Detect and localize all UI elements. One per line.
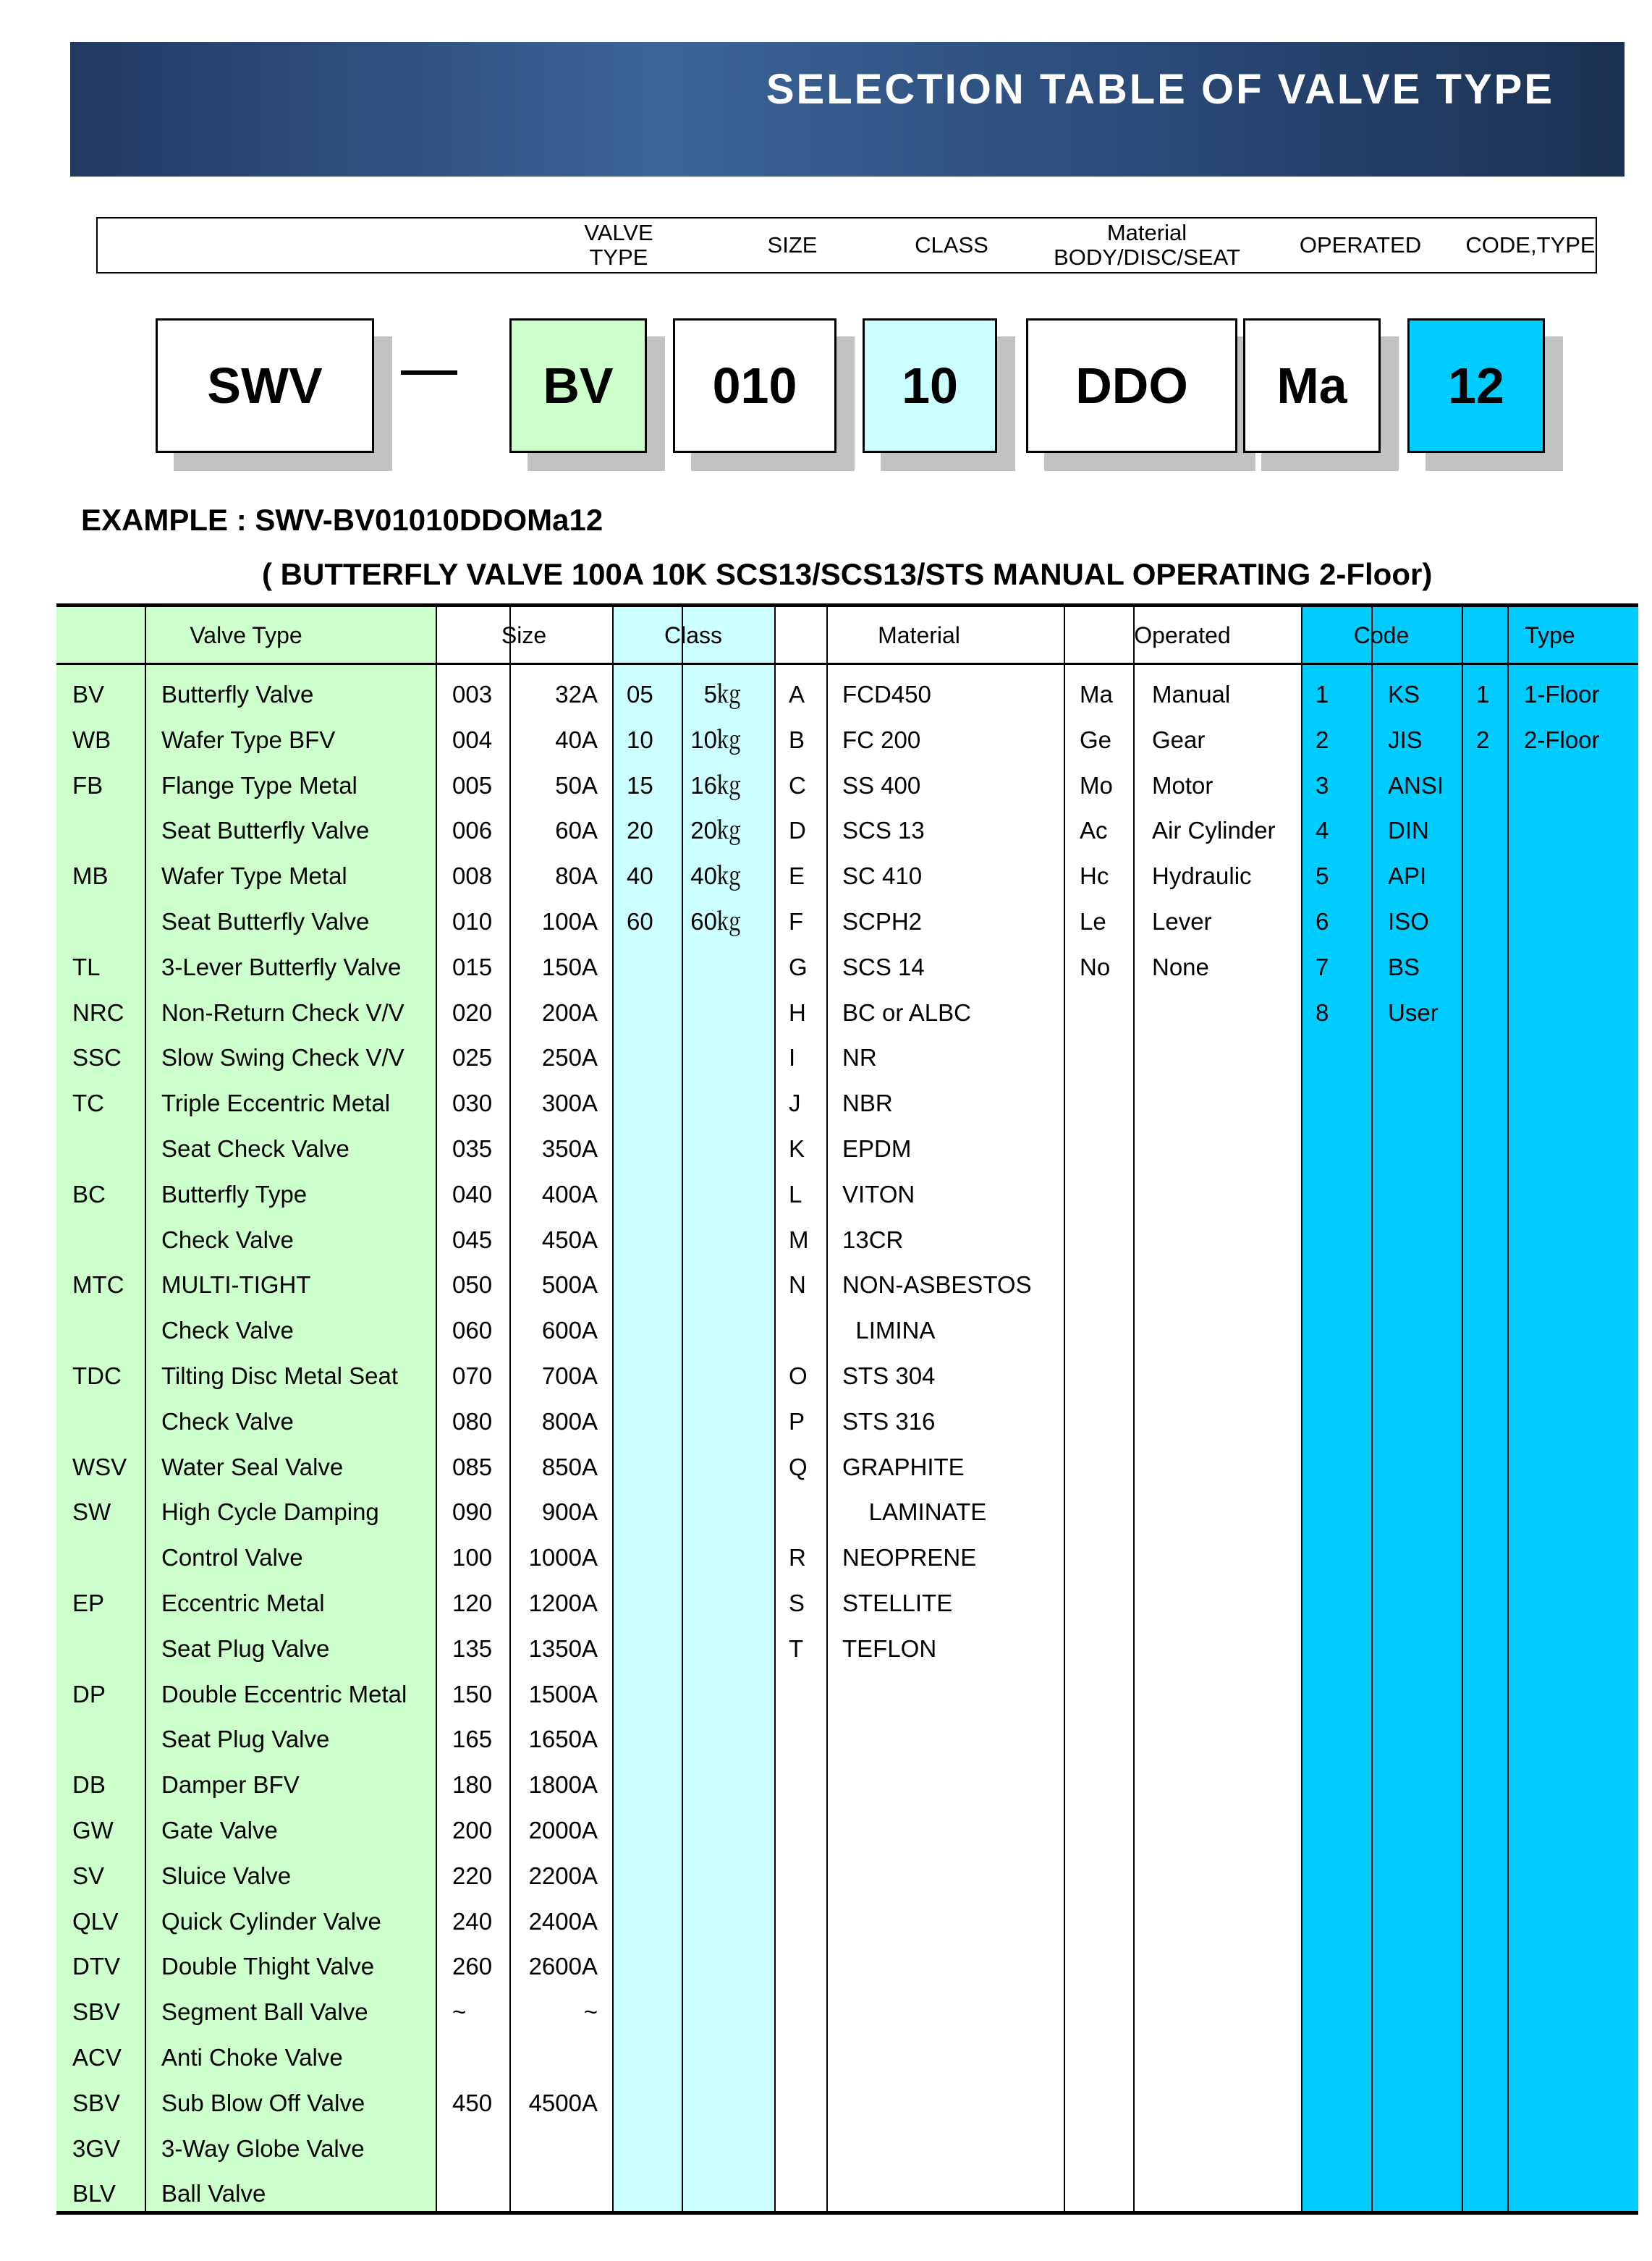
material-label: EPDM — [842, 1135, 912, 1162]
valve-type-code: DTV — [72, 1953, 120, 1980]
material-label: LAMINATE — [842, 1498, 987, 1526]
class-code: 60 — [627, 908, 653, 935]
material-label: TEFLON — [842, 1634, 937, 1662]
class-label: 40㎏ — [690, 862, 741, 890]
table-column-divider — [1133, 606, 1135, 2214]
code-label: BS — [1388, 953, 1420, 980]
example-description: ( BUTTERFLY VALVE 100A 10K SCS13/SCS13/STS MANUAL OPERATING 2-Floor) — [262, 557, 1433, 591]
table-column-divider — [826, 606, 828, 2214]
material-label: SS 400 — [842, 771, 921, 799]
material-code: I — [789, 1044, 796, 1072]
valve-type-code: TL — [72, 953, 101, 980]
valve-type-code: EP — [72, 1590, 105, 1616]
material-label: STELLITE — [842, 1590, 953, 1616]
material-label: GRAPHITE — [842, 1453, 965, 1480]
valve-type-label: Double Eccentric Metal — [161, 1680, 407, 1708]
table-column-divider — [1301, 606, 1302, 2214]
class-code: 05 — [627, 681, 653, 708]
material-code: B — [789, 726, 805, 753]
material-label: SC 410 — [842, 862, 923, 890]
operated-code: Le — [1080, 908, 1106, 935]
size-label: 1000A — [528, 1544, 598, 1571]
operated-label: Hydraulic — [1152, 862, 1252, 890]
valve-type-code: 3GV — [72, 2134, 121, 2162]
class-label: 10㎏ — [690, 726, 741, 753]
size-label: 2600A — [528, 1953, 598, 1980]
legend-size: SIZE — [767, 232, 818, 258]
page-title: SELECTION TABLE OF VALVE TYPE — [766, 66, 1554, 113]
valve-type-code: NRC — [72, 998, 124, 1026]
material-code: K — [789, 1135, 805, 1162]
class-code: 15 — [627, 771, 653, 799]
size-code: 180 — [452, 1771, 493, 1799]
operated-code: Ge — [1080, 726, 1112, 753]
valve-type-label: Butterfly Valve — [161, 681, 314, 708]
table-bottom-rule — [56, 2211, 1638, 2215]
valve-type-label: Seat Plug Valve — [161, 1634, 330, 1662]
type-code: 2 — [1476, 726, 1490, 753]
material-code: D — [789, 817, 806, 844]
valve-type-code: SV — [72, 1862, 105, 1889]
valve-type-label: Seat Butterfly Valve — [161, 908, 370, 935]
size-code: 240 — [452, 1907, 493, 1935]
operated-code: No — [1080, 953, 1111, 980]
valve-type-label: Butterfly Type — [161, 1180, 308, 1208]
size-label: 100A — [541, 908, 598, 935]
valve-type-code: SSC — [72, 1044, 122, 1072]
valve-type-label: 3-Lever Butterfly Valve — [161, 953, 402, 980]
valve-type-label: Sluice Valve — [161, 1862, 292, 1889]
table-column-divider — [1507, 606, 1509, 2214]
code-code: 8 — [1316, 998, 1329, 1026]
size-label: 40A — [555, 726, 598, 753]
size-label: 4500A — [528, 2089, 598, 2116]
valve-type-code: TC — [72, 1090, 104, 1117]
valve-type-label: Eccentric Metal — [161, 1590, 325, 1616]
material-code: G — [789, 953, 808, 980]
size-code: 200 — [452, 1817, 493, 1844]
type-label: 1-Floor — [1524, 681, 1600, 708]
code-type-column-bg — [1301, 606, 1638, 2214]
valve-type-label: Flange Type Metal — [161, 771, 357, 799]
type-label: 2-Floor — [1524, 726, 1600, 753]
code-code: 5 — [1316, 862, 1329, 890]
size-label: 1200A — [528, 1590, 598, 1616]
code-label: JIS — [1388, 726, 1423, 753]
table-column-divider — [436, 606, 437, 2214]
material-label: NR — [842, 1044, 877, 1072]
size-code: 220 — [452, 1862, 493, 1889]
code-code: 2 — [1316, 726, 1329, 753]
size-label: 80A — [555, 862, 598, 890]
code-code: 4 — [1316, 817, 1329, 844]
valve-type-label: Check Valve — [161, 1226, 294, 1253]
valve-type-label: Quick Cylinder Valve — [161, 1907, 381, 1935]
material-label: NBR — [842, 1090, 893, 1117]
size-code: 004 — [452, 726, 493, 753]
code-label: ISO — [1388, 908, 1429, 935]
header-operated: Operated — [1134, 622, 1231, 648]
material-label: FCD450 — [842, 681, 931, 708]
size-code: ~ — [452, 1998, 467, 2026]
legend-operated: OPERATED — [1299, 232, 1422, 258]
valve-type-label: Anti Choke Valve — [161, 2044, 343, 2071]
material-code: S — [789, 1590, 805, 1616]
code-box-operated: Ma — [1243, 318, 1381, 453]
material-label: NON-ASBESTOS — [842, 1271, 1032, 1299]
size-code: 045 — [452, 1226, 493, 1253]
legend-material: Material BODY/DISC/SEAT — [1054, 220, 1240, 270]
size-label: 300A — [541, 1090, 598, 1117]
material-label: 13CR — [842, 1226, 904, 1253]
code-code: 7 — [1316, 953, 1329, 980]
valve-type-label: Check Valve — [161, 1317, 294, 1344]
code-label: KS — [1388, 681, 1420, 708]
size-code: 003 — [452, 681, 493, 708]
code-box-code-type: 12 — [1407, 318, 1545, 453]
valve-type-label: Control Valve — [161, 1544, 303, 1571]
class-label: 60㎏ — [690, 908, 741, 935]
valve-type-code: BV — [72, 681, 105, 708]
operated-code: Ac — [1080, 817, 1108, 844]
size-code: 040 — [452, 1180, 493, 1208]
class-label: 5㎏ — [703, 681, 741, 708]
material-code: M — [789, 1226, 809, 1253]
operated-label: None — [1152, 953, 1209, 980]
material-code: A — [789, 681, 805, 708]
valve-type-label: Tilting Disc Metal Seat — [161, 1362, 399, 1389]
table-column-divider — [1462, 606, 1463, 2214]
size-code: 050 — [452, 1271, 493, 1299]
code-box-valve-type: BV — [509, 318, 647, 453]
valve-type-code: SBV — [72, 1998, 121, 2026]
material-code: J — [789, 1090, 801, 1117]
material-label: VITON — [842, 1180, 915, 1208]
example-code: EXAMPLE : SWV-BV01010DDOMa12 — [81, 503, 603, 537]
size-label: 400A — [541, 1180, 598, 1208]
valve-type-label: Slow Swing Check V/V — [161, 1044, 404, 1072]
valve-type-label: MULTI-TIGHT — [161, 1271, 311, 1299]
header-size: Size — [501, 622, 547, 648]
size-label: 850A — [541, 1453, 598, 1480]
valve-type-label: Water Seal Valve — [161, 1453, 344, 1480]
size-label: 50A — [555, 771, 598, 799]
valve-type-label: Segment Ball Valve — [161, 1998, 368, 2026]
code-label: User — [1388, 998, 1439, 1026]
size-label: 1800A — [528, 1771, 598, 1799]
size-label: 1350A — [528, 1634, 598, 1662]
valve-type-code: FB — [72, 771, 103, 799]
size-label: 1650A — [528, 1726, 598, 1753]
valve-type-label: Seat Check Valve — [161, 1135, 350, 1162]
table-column-divider — [682, 606, 683, 2214]
valve-type-code: DB — [72, 1771, 106, 1799]
size-label: 900A — [541, 1498, 598, 1526]
table-column-divider — [1371, 606, 1373, 2214]
class-label: 20㎏ — [690, 817, 741, 844]
legend-code-type: CODE,TYPE — [1465, 232, 1596, 258]
material-label: SCS 14 — [842, 953, 925, 980]
code-box-swv: SWV — [156, 318, 374, 453]
operated-code: Mo — [1080, 771, 1113, 799]
size-label: 500A — [541, 1271, 598, 1299]
material-code: O — [789, 1362, 808, 1389]
size-code: 100 — [452, 1544, 493, 1571]
valve-type-code: WSV — [72, 1453, 127, 1480]
operated-label: Manual — [1152, 681, 1231, 708]
code-box-class: 10 — [863, 318, 997, 453]
material-label: FC 200 — [842, 726, 921, 753]
size-code: 030 — [452, 1090, 493, 1117]
size-label: 2000A — [528, 1817, 598, 1844]
material-label: STS 304 — [842, 1362, 936, 1389]
code-legend — [96, 217, 1597, 273]
valve-type-code: ACV — [72, 2044, 122, 2071]
material-code: P — [789, 1407, 805, 1435]
table-column-divider — [612, 606, 614, 2214]
material-code: H — [789, 998, 806, 1026]
valve-type-code: BC — [72, 1180, 106, 1208]
size-code: 020 — [452, 998, 493, 1026]
valve-type-label: Gate Valve — [161, 1817, 278, 1844]
code-box-material: DDO — [1026, 318, 1237, 453]
size-label: 700A — [541, 1362, 598, 1389]
material-code: Q — [789, 1453, 808, 1480]
size-label: 2400A — [528, 1907, 598, 1935]
size-label: 250A — [541, 1044, 598, 1072]
size-code: 010 — [452, 908, 493, 935]
legend-class: CLASS — [915, 232, 988, 258]
material-label: LIMINA — [842, 1317, 936, 1344]
material-label: SCPH2 — [842, 908, 923, 935]
size-label: 60A — [555, 817, 598, 844]
valve-type-code: BLV — [72, 2180, 116, 2207]
material-label: NEOPRENE — [842, 1544, 977, 1571]
material-code: L — [789, 1180, 802, 1208]
operated-label: Motor — [1152, 771, 1213, 799]
header-type: Type — [1525, 622, 1575, 648]
size-code: 035 — [452, 1135, 493, 1162]
material-label: SCS 13 — [842, 817, 925, 844]
size-code: 450 — [452, 2089, 493, 2116]
code-code: 6 — [1316, 908, 1329, 935]
size-code: 085 — [452, 1453, 493, 1480]
size-code: 060 — [452, 1317, 493, 1344]
material-code: F — [789, 908, 804, 935]
valve-type-code: GW — [72, 1817, 114, 1844]
size-label: 150A — [541, 953, 598, 980]
valve-type-code: WB — [72, 726, 111, 753]
header-code: Code — [1353, 622, 1410, 648]
size-code: 120 — [452, 1590, 493, 1616]
operated-label: Lever — [1152, 908, 1212, 935]
code-label: DIN — [1388, 817, 1429, 844]
legend-valve-type: VALVE TYPE — [584, 220, 653, 270]
valve-type-label: Triple Eccentric Metal — [161, 1090, 391, 1117]
valve-type-code: SBV — [72, 2089, 121, 2116]
valve-type-code: QLV — [72, 1907, 119, 1935]
material-code: N — [789, 1271, 806, 1299]
code-box-size: 010 — [673, 318, 836, 453]
material-code: E — [789, 862, 805, 890]
class-column-bg — [612, 606, 774, 2214]
valve-type-code: DP — [72, 1680, 106, 1708]
operated-code: Hc — [1080, 862, 1109, 890]
valve-type-label: Sub Blow Off Valve — [161, 2089, 365, 2116]
material-label: STS 316 — [842, 1407, 936, 1435]
size-label: 2200A — [528, 1862, 598, 1889]
valve-type-label: Non-Return Check V/V — [161, 998, 404, 1026]
size-code: 165 — [452, 1726, 493, 1753]
size-code: 005 — [452, 771, 493, 799]
operated-label: Gear — [1152, 726, 1206, 753]
material-code: R — [789, 1544, 806, 1571]
valve-type-label: Wafer Type Metal — [161, 862, 347, 890]
operated-code: Ma — [1080, 681, 1113, 708]
size-code: 260 — [452, 1953, 493, 1980]
class-code: 10 — [627, 726, 653, 753]
code-code: 1 — [1316, 681, 1329, 708]
size-code: 150 — [452, 1680, 493, 1708]
valve-type-label: Double Thight Valve — [161, 1953, 375, 1980]
size-label: 200A — [541, 998, 598, 1026]
size-code: 135 — [452, 1634, 493, 1662]
code-label: ANSI — [1388, 771, 1444, 799]
valve-type-label: Damper BFV — [161, 1771, 300, 1799]
size-code: 025 — [452, 1044, 493, 1072]
valve-type-code: MB — [72, 862, 109, 890]
code-code: 3 — [1316, 771, 1329, 799]
size-label: 450A — [541, 1226, 598, 1253]
header-class: Class — [664, 622, 722, 648]
size-code: 008 — [452, 862, 493, 890]
valve-type-label: Wafer Type BFV — [161, 726, 336, 753]
material-label: BC or ALBC — [842, 998, 971, 1026]
size-code: 006 — [452, 817, 493, 844]
table-column-divider — [145, 606, 146, 2214]
table-column-divider — [1064, 606, 1065, 2214]
valve-type-code: SW — [72, 1498, 111, 1526]
size-label: 600A — [541, 1317, 598, 1344]
valve-type-label: High Cycle Damping — [161, 1498, 379, 1526]
class-code: 40 — [627, 862, 653, 890]
code-label: API — [1388, 862, 1427, 890]
valve-type-label: Seat Butterfly Valve — [161, 817, 370, 844]
type-code: 1 — [1476, 681, 1490, 708]
valve-type-code: MTC — [72, 1271, 124, 1299]
class-code: 20 — [627, 817, 653, 844]
size-label: 1500A — [528, 1680, 598, 1708]
size-code: 070 — [452, 1362, 493, 1389]
class-label: 16㎏ — [690, 771, 741, 799]
table-column-divider — [774, 606, 776, 2214]
size-code: 080 — [452, 1407, 493, 1435]
operated-label: Air Cylinder — [1152, 817, 1276, 844]
size-label: 32A — [555, 681, 598, 708]
valve-type-label: Seat Plug Valve — [161, 1726, 330, 1753]
valve-type-code: TDC — [72, 1362, 122, 1389]
size-label: 350A — [541, 1135, 598, 1162]
size-label: ~ — [583, 1998, 598, 2026]
valve-type-label: 3-Way Globe Valve — [161, 2134, 365, 2162]
valve-type-label: Ball Valve — [161, 2180, 266, 2207]
header-valve-type: Valve Type — [190, 622, 302, 648]
header-material: Material — [878, 622, 960, 648]
table-column-divider — [509, 606, 511, 2214]
size-code: 015 — [452, 953, 493, 980]
size-code: 090 — [452, 1498, 493, 1526]
size-label: 800A — [541, 1407, 598, 1435]
code-dash — [401, 370, 457, 375]
material-code: T — [789, 1634, 804, 1662]
valve-type-label: Check Valve — [161, 1407, 294, 1435]
material-code: C — [789, 771, 806, 799]
